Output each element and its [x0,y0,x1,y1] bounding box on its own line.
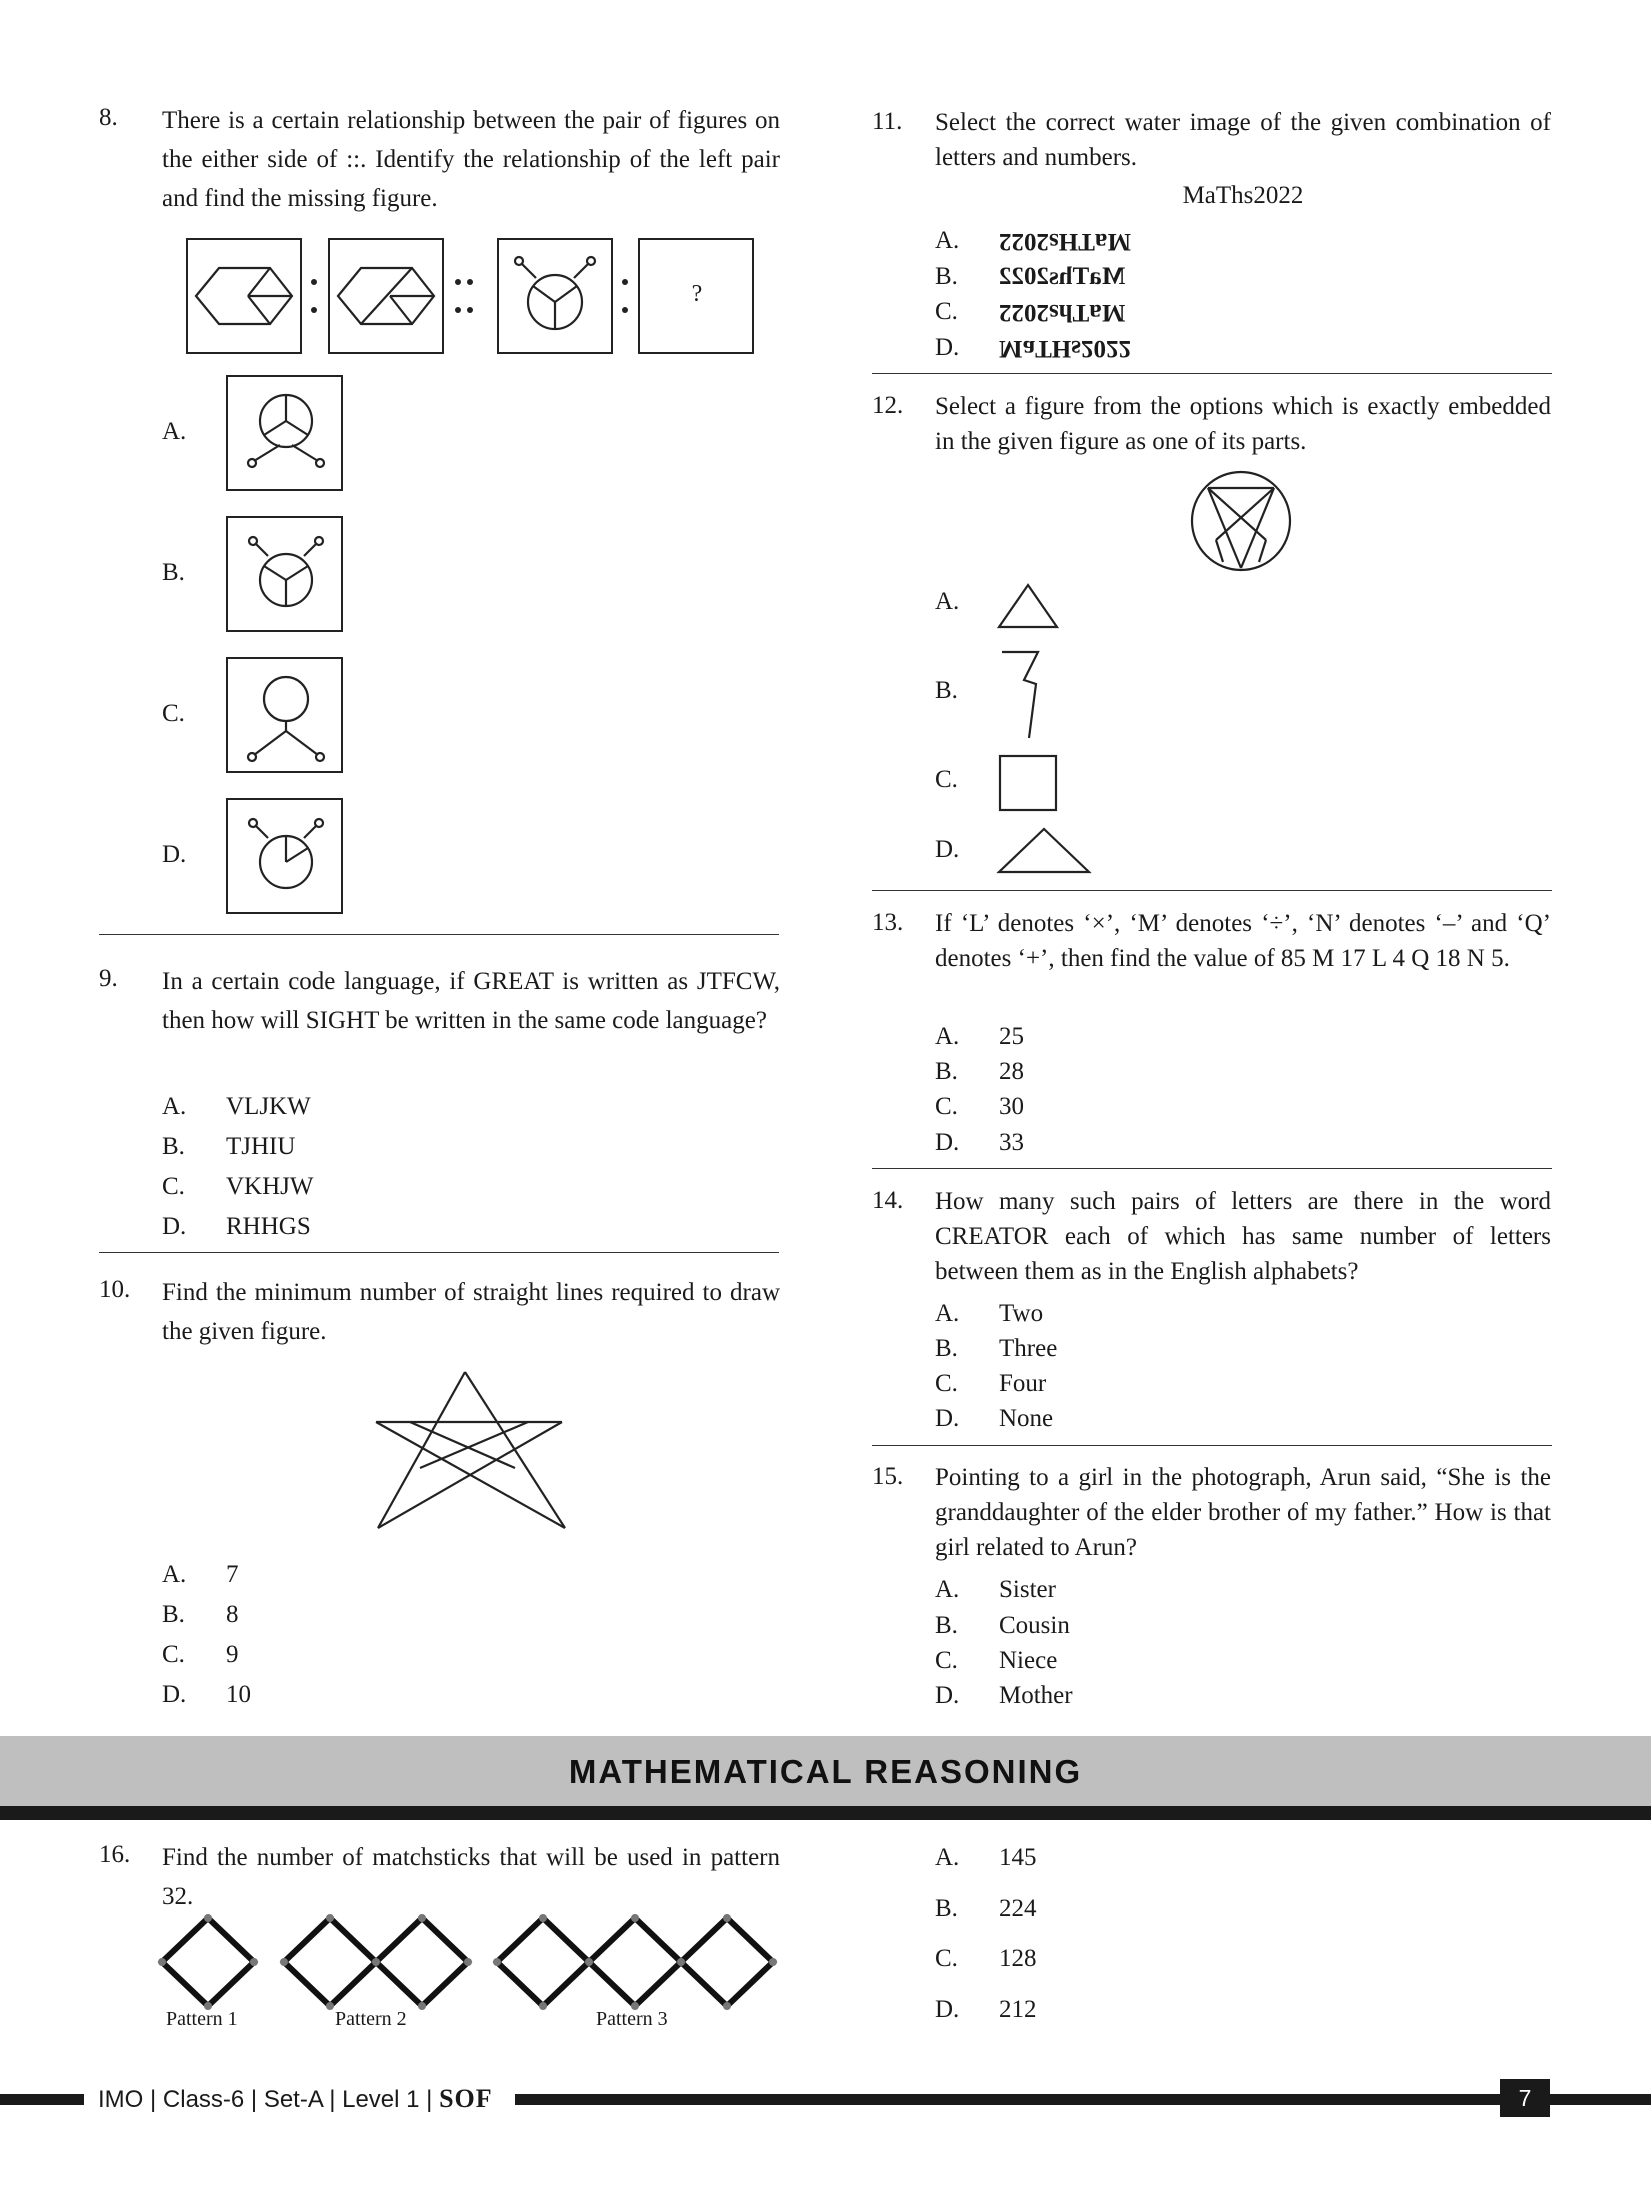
q9-option-b-value: TJHIU [226,1133,296,1160]
q13-option-c-value: 30 [999,1093,1024,1120]
q10-option-d-label: D. [162,1681,187,1708]
q12-option-b-label[interactable]: B. [935,677,958,704]
footer-bar-left [0,2094,84,2105]
series-figure-2 [338,268,434,324]
q13-number: 13. [872,909,904,936]
q16-matchstick-patterns [150,1910,790,2020]
q8-number: 8. [99,104,118,131]
q12-number: 12. [872,392,904,419]
q13-option-a-label: A. [935,1023,960,1050]
star-svg [370,1368,570,1534]
q8-c-svg [228,659,345,775]
q9-option-c-label: C. [162,1173,185,1200]
q13-text: If ‘L’ denotes ‘×’, ‘M’ denotes ‘÷’, ‘N’ denotes ‘–’ and ‘Q’ denotes ‘+’, then find the value of 85 M 17 L 4 Q 18 N 5. [935,910,1551,972]
footer-bar-right [515,2094,1500,2105]
q16-number: 16. [99,1841,131,1868]
q16-option-c-label: C. [935,1945,958,1972]
section-banner-bar [0,1806,1651,1820]
q12-option-a-figure[interactable] [996,582,1060,630]
q11-option-a-label: A. [935,227,960,254]
q11-option-d-value: MaTHs2022 [999,335,1131,362]
q14-option-b-label: B. [935,1335,958,1362]
divider [872,1445,1552,1446]
q9-option-a-value: VLJKW [226,1093,311,1120]
footer-label: IMO | Class-6 | Set-A | Level 1 | [98,2086,433,2113]
footer-bar-end [1550,2094,1651,2105]
pattern-2-label: Pattern 2 [335,2008,407,2030]
divider [872,1168,1552,1169]
q11-number: 11. [872,108,903,135]
q11-option-a-value: MaTHs2022 [999,228,1131,255]
pattern-3-label: Pattern 3 [596,2008,668,2030]
q12-option-d-label[interactable]: D. [935,836,960,863]
matchstick-svg [150,1910,790,2020]
q9-option-c-value: VKHJW [226,1173,314,1200]
q16-option-b-value: 224 [999,1895,1037,1922]
q14-option-d-value: None [999,1405,1054,1432]
q10-option-d-value: 10 [226,1681,251,1708]
q15-option-c-value: Niece [999,1647,1058,1674]
q15-number: 15. [872,1463,904,1490]
q15-option-d-label: D. [935,1682,960,1709]
q8-figure-series [186,238,756,356]
q10-option-b-value: 8 [226,1601,239,1628]
section-title: MATHEMATICAL REASONING [568,1753,1083,1790]
q14-option-d-label: D. [935,1405,960,1432]
q13-option-d-label: D. [935,1129,960,1156]
q12-option-a-label[interactable]: A. [935,588,960,615]
divider [872,373,1552,374]
footer-text [98,2084,493,2114]
q13-option-a-value: 25 [999,1023,1024,1050]
q16-option-c-value: 128 [999,1945,1037,1972]
q14-option-a-value: Two [999,1300,1044,1327]
q10-option-c-value: 9 [226,1641,239,1668]
q11-given-word: MaThs2022 [1182,182,1304,209]
q15-option-b-value: Cousin [999,1612,1070,1639]
q12-text: Select a figure from the options which is exactly embedded in the given figure as one of its parts. [935,393,1551,455]
q12-option-c-figure[interactable] [998,754,1058,812]
q15-option-d-value: Mother [999,1682,1073,1709]
q8-option-b-label[interactable]: B. [162,559,185,586]
divider [99,934,779,935]
q15-option-c-label: C. [935,1647,958,1674]
q8-option-d-figure[interactable] [226,798,343,914]
question-mark: ? [691,281,703,307]
pattern-1-label: Pattern 1 [166,2008,238,2030]
q10-number: 10. [99,1276,131,1303]
q11-option-b-value: MaThs2022 [999,263,1126,290]
q10-option-a-label: A. [162,1561,187,1588]
q15-option-a-value: Sister [999,1576,1056,1603]
q8-option-c-label[interactable]: C. [162,700,185,727]
q8-option-a-figure[interactable] [226,375,343,491]
divider [99,1252,779,1253]
q8-a-svg [228,377,345,493]
series-figure-1 [196,268,292,324]
q16-option-d-value: 212 [999,1996,1037,2023]
q10-text: Find the minimum number of straight lines required to draw the given figure. [162,1279,780,1345]
q16-option-b-label: B. [935,1895,958,1922]
q8-option-a-label[interactable]: A. [162,418,187,445]
q9-option-d-value: RHHGS [226,1213,311,1240]
q8-d-svg [228,800,345,916]
q13-option-b-value: 28 [999,1058,1024,1085]
q8-b-svg [228,518,345,634]
q11-text: Select the correct water image of the given combination of letters and numbers. [935,109,1551,171]
q16-option-a-label: A. [935,1844,960,1871]
q8-option-d-label[interactable]: D. [162,841,187,868]
q15-option-b-label: B. [935,1612,958,1639]
q12-given-figure [1188,468,1294,574]
q11-option-d-label: D. [935,334,960,361]
q9-number: 9. [99,965,118,992]
q12-option-d-figure[interactable] [996,826,1092,876]
series-box-3 [498,239,612,353]
page-number: 7 [1500,2079,1550,2117]
q11-option-c-value: MaThs2022 [999,299,1126,326]
q10-star-figure [370,1368,570,1534]
q10-option-c-label: C. [162,1641,185,1668]
q9-text: In a certain code language, if GREAT is written as JTFCW, then how will SIGHT be written in the same code language? [162,968,780,1034]
q11-option-c-label: C. [935,298,958,325]
q13-option-c-label: C. [935,1093,958,1120]
q14-option-c-label: C. [935,1370,958,1397]
divider [872,890,1552,891]
q10-option-b-label: B. [162,1601,185,1628]
q12-given-svg [1188,468,1294,574]
q13-option-b-label: B. [935,1058,958,1085]
q9-option-a-label: A. [162,1093,187,1120]
q15-option-a-label: A. [935,1576,960,1603]
series-figure-3 [515,257,595,329]
q10-option-a-value: 7 [226,1561,239,1588]
q14-option-c-value: Four [999,1370,1047,1397]
q9-option-d-label: D. [162,1213,187,1240]
q9-option-b-label: B. [162,1133,185,1160]
q14-number: 14. [872,1187,904,1214]
q16-option-d-label: D. [935,1996,960,2023]
q16-text: Find the number of matchsticks that will be used in pattern 32. [162,1844,780,1910]
q15-text: Pointing to a girl in the photograph, Arun said, “She is the granddaughter of the elder brother of my father.” How is that girl related to Arun? [935,1464,1551,1561]
q8-option-c-figure[interactable] [226,657,343,773]
sof-logo: SOF [439,2084,493,2113]
q8-option-b-figure[interactable] [226,516,343,632]
q8-text: There is a certain relationship between the pair of figures on the either side of ::. Identify the relationship of the left pair and find the missing figure. [162,107,780,212]
q14-option-a-label: A. [935,1300,960,1327]
q12-option-c-label[interactable]: C. [935,766,958,793]
q13-option-d-value: 33 [999,1129,1024,1156]
q16-option-a-value: 145 [999,1844,1037,1871]
q11-option-b-label: B. [935,263,958,290]
q14-option-b-value: Three [999,1335,1058,1362]
q12-option-b-figure[interactable] [996,648,1046,740]
q14-text: How many such pairs of letters are there in the word CREATOR each of which has same number of letters between them as in the English alphabets? [935,1188,1551,1285]
